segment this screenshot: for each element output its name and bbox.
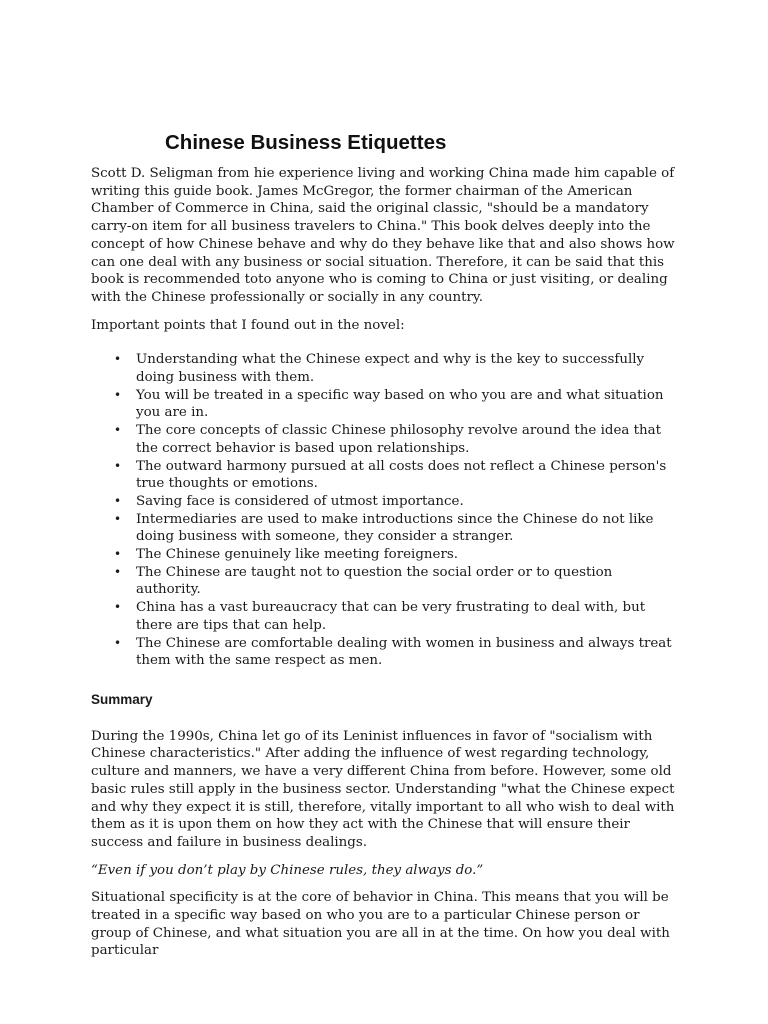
document-body	[91, 165, 679, 970]
document-title: Chinese Business Etiquettes	[165, 131, 447, 154]
intro-paragraph: Scott D. Seligman from hie experience living and working China made him capable of writing this guide book. James McGregor, the former chairman of the American Chamber of Commerce in China, said the original classic, "should be a mandatory carry-on item for all business travelers to China." This book delves deeply into the concept of how Chinese behave and why do they behave like that and also shows how can one deal with any business or social situation. Therefore, it can be said that this book is recommended toto anyone who is coming to China or just visiting, or dealing with the Chinese professionally or socially in any country.	[91, 166, 675, 305]
list-item: • The Chinese are comfortable dealing with women in business and always treat them with the same respect as men.	[136, 635, 679, 670]
summary-heading: Summary	[91, 691, 153, 707]
list-item: • Saving face is considered of utmost importance.	[136, 493, 679, 511]
summary-paragraph: During the 1990s, China let go of its Leninist influences in favor of "socialism with Chinese characteristics." After adding the influence of west regarding technology, culture and manners, we have a very different China from before. However, some old basic rules still apply in the business sector. Understanding "what the Chinese expect and why they expect it is still, therefore, vitally important to all who wish to deal with them as it is upon them on how they act with the Chinese that will ensure their success and failure in business dealings.	[91, 728, 675, 850]
list-item: • Understanding what the Chinese expect and why is the key to successfully doing business with them.	[136, 351, 679, 386]
points-intro: Important points that I found out in the novel:	[91, 317, 405, 333]
quote: “Even if you don’t play by Chinese rules, they always do.”	[91, 862, 484, 878]
list-item: • China has a vast bureaucracy that can be very frustrating to deal with, but there are tips that can help.	[136, 599, 679, 634]
list-item: • The Chinese are taught not to question the social order or to question authority.	[136, 564, 679, 599]
points-list	[91, 351, 679, 670]
list-item: • The core concepts of classic Chinese philosophy revolve around the idea that the correct behavior is based upon relationships.	[136, 422, 679, 457]
list-item: • You will be treated in a specific way based on who you are and what situation you are in.	[136, 387, 679, 422]
list-item: • The outward harmony pursued at all costs does not reflect a Chinese person's true thoughts or emotions.	[136, 458, 679, 493]
list-item: • Intermediaries are used to make introductions since the Chinese do not like doing business with someone, they consider a stranger.	[136, 511, 679, 546]
list-item: • The Chinese genuinely like meeting foreigners.	[136, 546, 679, 564]
closing-paragraph: Situational specificity is at the core of behavior in China. This means that you will be treated in a specific way based on who you are to a particular Chinese person or group of Chinese, and what situation you are all in at the time. On how you deal with particular	[91, 890, 670, 959]
